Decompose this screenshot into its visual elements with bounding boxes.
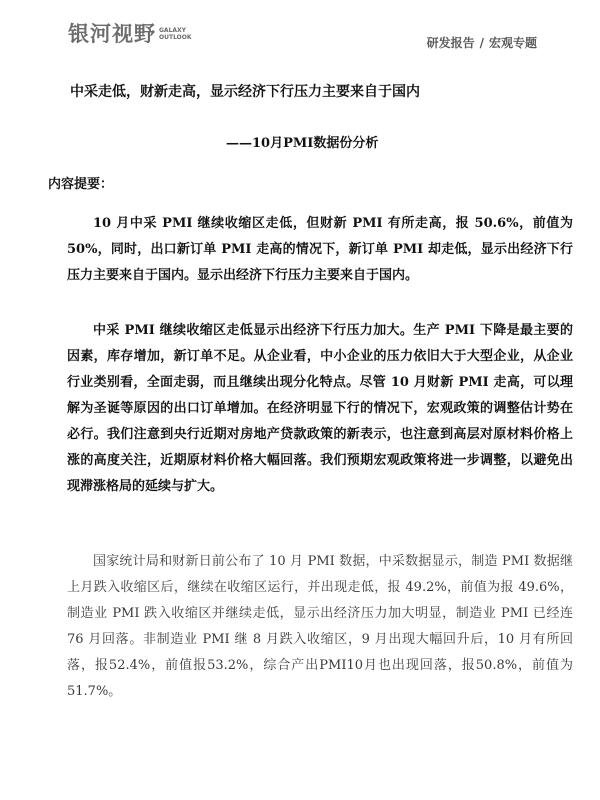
report-topic-label: 宏观专题 xyxy=(488,36,537,50)
report-type-label: 研发报告 xyxy=(426,36,475,50)
summary-paragraph-2: 中采 PMI 继续收缩区走低显示出经济下行压力加大。生产 PMI 下降是最主要的因素，库存增加，新订单不足。从企业看，中小企业的压力依旧大于大型企业，从企业行业类别看，全面走弱，而且继续出现分化特点。尽管 10 月财新 PMI 走高，可以理解为圣诞等原因的出口订单增加。在经济明显下行的情况下，宏观政策的调整估计势在必行。我们注意到央行近期对房地产贷款政策的新表示，也注意到高层对原材料价格上涨的高度关注，近期原材料价格大幅回落。我们预期宏观政策将进一步调整，以避免出现滞涨格局的延续与扩大。 xyxy=(67,323,573,494)
logo-chinese-text: 银河视野 xyxy=(68,22,156,46)
body-paragraph-1: 国家统计局和财新日前公布了 10 月 PMI 数据，中采数据显示，制造 PMI 数据继上月跌入收缩区后，继续在收缩区运行，并出现走低，报 49.2%，前值为报 49.6%，制造业 PMI 跌入收缩区并继续走低，显示出经济压力加大明显，制造业 PMI 已经连 76 月回落。非制造业 PMI 继 8 月跌入收缩区，9 月出现大幅回升后，10 月有所回落，报52.4%，前值报53.2%，综合产出PMI10月也出现回落，报50.8%，前值为 51.7%。 xyxy=(67,554,573,699)
report-title: 中采走低，财新走高，显示经济下行压力主要来自于国内 xyxy=(70,84,420,100)
summary-heading: 内容提要： xyxy=(48,177,114,192)
logo-english-text xyxy=(159,27,192,41)
logo-english-line1: GALAXY xyxy=(159,27,187,34)
report-subtitle: ——10月PMI数据份分析 xyxy=(226,136,379,151)
galaxy-logo xyxy=(68,22,192,46)
category-separator: / xyxy=(479,36,484,50)
page-header xyxy=(0,0,600,60)
logo-english-line2: OUTLOOK xyxy=(159,34,192,41)
summary-paragraph-1: 10 月中采 PMI 继续收缩区走低，但财新 PMI 有所走高，报 50.6%，前值为 50%，同时，出口新订单 PMI 走高的情况下，新订单 PMI 却走低，显示出经济下行压力主要来自于国内。显示出经济下行压力主要来自于国内。 xyxy=(67,216,573,283)
report-category xyxy=(427,34,537,51)
